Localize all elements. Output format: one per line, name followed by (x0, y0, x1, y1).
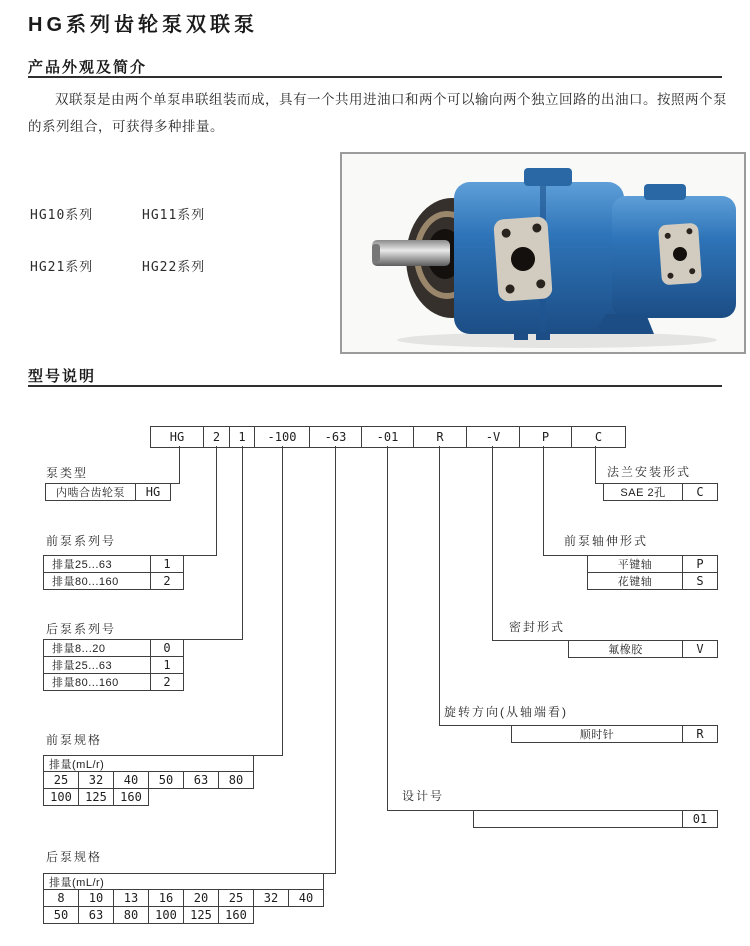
spec-cell: 16 (148, 889, 184, 907)
pump-type-name: 内啮合齿轮泵 (45, 483, 136, 501)
spec-cell: 13 (113, 889, 149, 907)
section-divider-2 (28, 385, 722, 387)
pump-type-code: HG (135, 483, 171, 501)
spec-cell: 50 (148, 771, 184, 789)
rear-series-code: 0 (150, 639, 184, 657)
front-series-code: 1 (150, 555, 184, 573)
code-segment-01: -01 (361, 426, 414, 448)
shaft-end (372, 244, 380, 262)
connector-front-series (216, 446, 217, 556)
table-rear-spec (43, 873, 324, 924)
label-seal: 密封形式 (509, 620, 566, 634)
front-spec-header: 排量(mL/r) (43, 755, 254, 772)
rear-series-name: 排量80...160 (43, 673, 151, 691)
connector-rear-series (242, 446, 243, 640)
rear-top-block (644, 184, 686, 200)
code-segment-p: P (519, 426, 572, 448)
drive-shaft (372, 240, 450, 266)
spec-cell: 20 (183, 889, 219, 907)
table-rotation (511, 725, 718, 743)
connector-shaft (543, 446, 544, 556)
table-flange (603, 483, 718, 501)
seal-code: V (682, 640, 718, 658)
series-label-hg22: HG22系列 (142, 260, 206, 275)
code-segment-2: 2 (203, 426, 230, 448)
flange-code: C (682, 483, 718, 501)
rear-series-code: 2 (150, 673, 184, 691)
connector-seal (492, 446, 493, 641)
table-row (43, 788, 254, 806)
bottom-port-1 (514, 332, 528, 340)
table-row (43, 572, 184, 590)
front-port-pad (493, 216, 553, 302)
table-pump-type (45, 483, 171, 501)
intro-paragraph: 双联泵是由两个单泵串联组装而成，具有一个共用进油口和两个可以输向两个独立回路的出油口。按照两个泵的系列组合，可获得多种排量。 (28, 92, 727, 134)
code-segment-v: -V (466, 426, 520, 448)
spec-cell: 160 (218, 906, 254, 924)
label-front-spec: 前泵规格 (46, 733, 103, 747)
series-label-hg21: HG21系列 (30, 260, 94, 275)
table-seal (568, 640, 718, 658)
spec-cell: 63 (183, 771, 219, 789)
code-segment-hg: HG (150, 426, 204, 448)
spec-cell: 63 (78, 906, 114, 924)
table-row (43, 889, 324, 907)
rear-series-name: 排量25...63 (43, 656, 151, 674)
ext-rotation (439, 725, 511, 726)
spec-cell: 50 (43, 906, 79, 924)
ext-front-series (181, 555, 217, 556)
pump-illustration (342, 154, 744, 352)
shaft-code: P (682, 555, 718, 573)
spec-cell: 80 (113, 906, 149, 924)
rear-series-name: 排量8...20 (43, 639, 151, 657)
series-label-hg11: HG11系列 (142, 208, 206, 223)
label-rotation: 旋转方向(从轴端看) (444, 705, 568, 719)
table-row (43, 639, 184, 657)
ext-rear-series (181, 639, 243, 640)
label-design: 设计号 (402, 789, 445, 803)
rotation-code: R (682, 725, 718, 743)
code-segment-63: -63 (309, 426, 362, 448)
spec-cell: 80 (218, 771, 254, 789)
connector-rotation (439, 446, 440, 726)
spec-cell: 125 (78, 788, 114, 806)
connector-rear-spec (335, 446, 336, 874)
front-series-name: 排量25...63 (43, 555, 151, 573)
section-divider (28, 76, 722, 78)
connector-front-spec (282, 446, 283, 756)
spec-cell: 40 (113, 771, 149, 789)
floor-shadow (397, 332, 717, 348)
ext-design (387, 810, 473, 811)
spec-cell: 100 (148, 906, 184, 924)
flange-name: SAE 2孔 (603, 483, 683, 501)
page-title: HG系列齿轮泵双联泵 (28, 14, 258, 36)
spec-cell: 40 (288, 889, 324, 907)
code-segment-c: C (571, 426, 626, 448)
code-segment-100: -100 (254, 426, 310, 448)
section-heading-overview: 产品外观及简介 (28, 59, 148, 76)
spec-cell: 32 (78, 771, 114, 789)
bottom-port-2 (536, 332, 550, 340)
table-design (473, 810, 718, 828)
rear-spec-header: 排量(mL/r) (43, 873, 324, 890)
connector-pump-type (179, 446, 180, 484)
series-label-hg10: HG10系列 (30, 208, 94, 223)
ext-seal (492, 640, 568, 641)
top-port-block (524, 168, 572, 186)
spec-cell: 32 (253, 889, 289, 907)
shaft-name: 花键轴 (587, 572, 683, 590)
front-series-code: 2 (150, 572, 184, 590)
spec-cell: 25 (43, 771, 79, 789)
ext-shaft (543, 555, 587, 556)
ext-front-spec (251, 755, 283, 756)
table-row (43, 656, 184, 674)
label-shaft: 前泵轴伸形式 (564, 534, 649, 548)
label-rear-series: 后泵系列号 (46, 622, 117, 636)
spec-cell: 125 (183, 906, 219, 924)
table-shaft (587, 555, 718, 590)
design-name (473, 810, 683, 828)
model-code-row (150, 426, 626, 448)
rotation-name: 顺时针 (511, 725, 683, 743)
label-front-series: 前泵系列号 (46, 534, 117, 548)
label-flange: 法兰安装形式 (607, 465, 692, 479)
spec-cell: 100 (43, 788, 79, 806)
spec-cell: 25 (218, 889, 254, 907)
code-segment-1: 1 (229, 426, 255, 448)
rear-port-pad (658, 223, 702, 286)
front-series-name: 排量80...160 (43, 572, 151, 590)
table-front-series (43, 555, 184, 590)
table-row (587, 572, 718, 590)
table-row (43, 906, 324, 924)
table-front-spec (43, 755, 254, 806)
table-row (43, 771, 254, 789)
connector-flange (595, 446, 596, 484)
section-heading-model: 型号说明 (28, 368, 97, 385)
spec-cell: 8 (43, 889, 79, 907)
table-row (43, 673, 184, 691)
shaft-name: 平键轴 (587, 555, 683, 573)
table-row (587, 555, 718, 573)
table-rear-series (43, 639, 184, 691)
spec-cell: 160 (113, 788, 149, 806)
label-pump-type: 泵类型 (46, 466, 89, 480)
shaft-code: S (682, 572, 718, 590)
seal-name: 氟橡胶 (568, 640, 683, 658)
product-photo-frame (340, 152, 746, 354)
rear-series-code: 1 (150, 656, 184, 674)
spec-cell: 10 (78, 889, 114, 907)
table-row (43, 555, 184, 573)
code-segment-r: R (413, 426, 467, 448)
connector-design (387, 446, 388, 811)
label-rear-spec: 后泵规格 (46, 850, 103, 864)
design-code: 01 (682, 810, 718, 828)
